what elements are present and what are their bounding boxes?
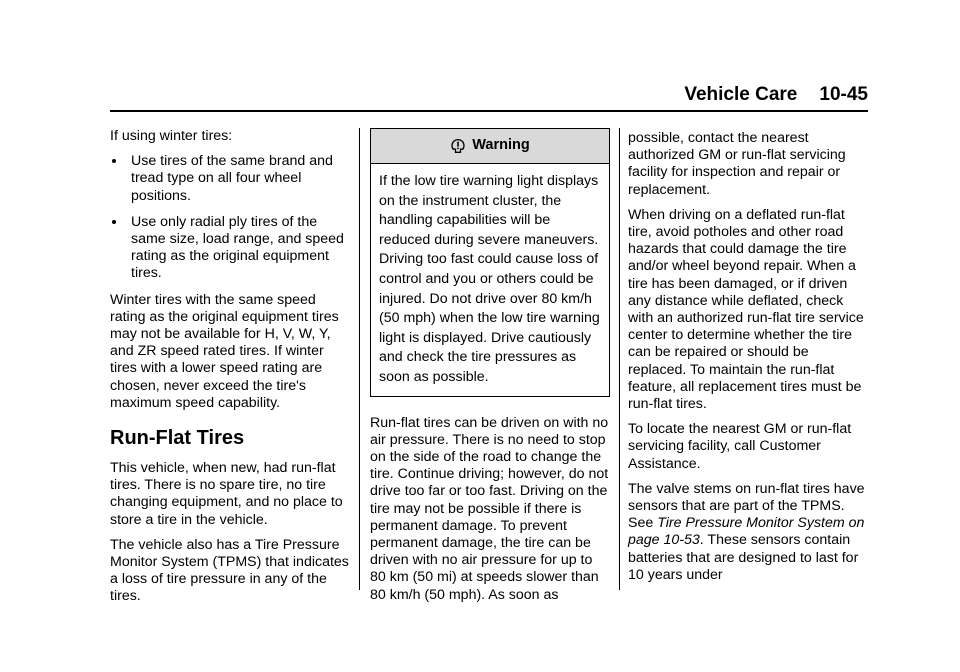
page-header	[110, 80, 868, 112]
list-item	[110, 214, 350, 283]
section-title: Vehicle Care	[684, 84, 798, 105]
run-flat-driving-paragraph: Run-flat tires can be driven on with no air pressure. There is no need to stop on the side of the road to change the tire. Continue driving; however, do not drive too far or too fast. Driving on the tire may not be possible if there is permanent damage. To prevent permanent damage, the tire can be driven with no air pressure for up to 80 km (50 mi) at speeds slower than 80 km/h (50 mph). As soon as	[370, 414, 609, 603]
warning-box	[370, 128, 610, 397]
warning-text: If the low tire warning light displays on the instrument cluster, the handling capabilities will be reduced during severe maneuvers. Driving too fast could cause loss of control and you or others could be injured. Do not drive over 80 km/h (50 mph) when the low tire warning light is displayed. Drive cautiously and check the tire pressures as soon as possible.	[379, 173, 600, 385]
valve-stem-paragraph	[628, 481, 870, 584]
deflated-driving-paragraph: When driving on a deflated run-flat tire, avoid potholes and other road hazards that could damage the tire and/or wheel beyond repair. When a tire has been damaged, or if driven any distance while deflated, check with an authorized run-flat tire service center to determine whether the tire can be repaired or should be replaced. To maintain the run-flat feature, all replacement tires must be run-flat tires.	[628, 206, 864, 413]
column-divider-1	[359, 128, 360, 590]
list-item	[110, 153, 350, 205]
winter-tire-list	[110, 153, 350, 282]
tpms-page-reference: Tire Pressure Monitor System on page 10-53	[628, 515, 865, 549]
column-divider-2	[619, 128, 620, 590]
run-flat-paragraph-1: This vehicle, when new, had run-flat tires. There is no spare tire, no tire changing equipment, and no place to store a tire in the vehicle.	[110, 460, 343, 528]
warning-symbol-icon	[450, 138, 466, 154]
column-3	[628, 130, 870, 592]
column-2	[370, 128, 610, 612]
warning-title: Warning	[472, 137, 530, 154]
warning-header	[371, 129, 609, 164]
run-flat-paragraph-2: The vehicle also has a Tire Pressure Monitor System (TPMS) that indicates a loss of tire pressure in any of the tires.	[110, 536, 349, 605]
section-heading: Run-Flat Tires	[110, 427, 245, 450]
bullet-dot-icon	[112, 159, 116, 163]
winter-intro: If using winter tires:	[110, 128, 233, 144]
valve-stem-text-end: . These sensors contain batteries that are designed to last for 10 years under	[628, 532, 859, 583]
winter-paragraph: Winter tires with the same speed rating as the original equipment tires may not be available for H, V, W, Y, and ZR speed rated tires. If winter tires with a lower speed rating are chosen, never exceed the tire's maximum speed capability.	[110, 291, 339, 411]
bullet-dot-icon	[112, 220, 116, 224]
page-number: 10-45	[819, 84, 868, 105]
valve-stem-text-start: The valve stems on run-flat tires have sensors that are part of the TPMS. See	[628, 480, 865, 532]
list-item-text: Use only radial ply tires of the same size, load range, and speed rating as the original equipment tires.	[131, 213, 344, 282]
list-item-text: Use tires of the same brand and tread type on all four wheel positions.	[131, 153, 333, 204]
column-1	[110, 128, 350, 614]
service-facility-paragraph: To locate the nearest GM or run-flat servicing facility, call Customer Assistance.	[628, 421, 852, 472]
contact-paragraph: possible, contact the nearest authorized GM or run-flat servicing facility for inspection and repair or replacement.	[628, 130, 846, 198]
header-title	[684, 80, 868, 110]
